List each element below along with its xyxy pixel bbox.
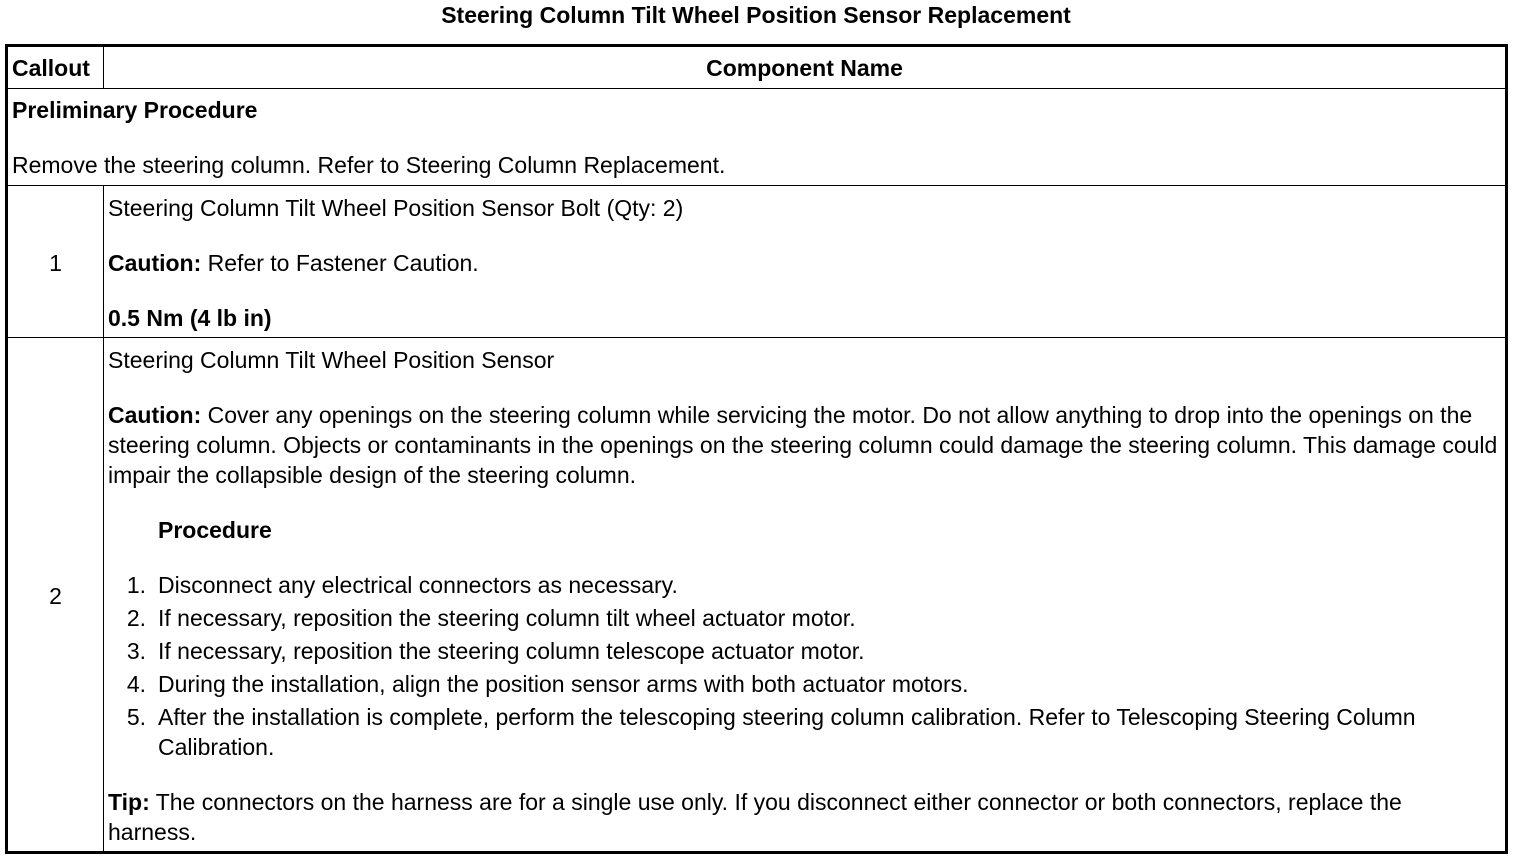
procedure-step [108,702,1443,762]
row2-caution-text: Cover any openings on the steering column while servicing the motor. Do not allow anything to drop into the openings on the steering column. Objects or contaminants in the openings on the steering column could damage the steering column. This damage could impair the collapsible design of the steering column. [108,402,1498,488]
tip-label: Tip: [108,789,150,815]
preliminary-divider [8,185,1505,186]
header-divider [8,88,1505,89]
component-table [5,44,1508,854]
step-text: If necessary, reposition the steering column telescope actuator motor. [158,638,865,664]
row2-tip [108,787,1488,847]
procedure-steps [108,570,1443,765]
step-text: If necessary, reposition the steering column tilt wheel actuator motor. [158,605,856,631]
row1-caution-text: Refer to Fastener Caution. [201,250,479,276]
header-column-divider [103,47,104,88]
row2-caution [108,400,1500,490]
row1-column-divider [103,185,104,337]
step-text: After the installation is complete, perform the telescoping steering column calibration. Refer to Telescoping Steering Column Calibration. [158,704,1416,760]
procedure-list [108,570,1443,762]
header-callout: Callout [12,55,90,81]
row2-column-divider [103,337,104,851]
row1-caution-label: Caution: [108,250,202,276]
procedure-step [108,603,1443,633]
preliminary-text: Remove the steering column. Refer to Steering Column Replacement. [12,152,726,178]
step-number: 5. [126,704,146,730]
document-title: Steering Column Tilt Wheel Position Sensor Replacement [441,2,1071,28]
row1-torque: 0.5 Nm (4 lb in) [108,305,272,331]
row2-caution-label: Caution: [108,402,202,428]
step-number: 1. [126,572,146,598]
row2-callout: 2 [49,583,62,609]
tip-text: The connectors on the harness are for a single use only. If you disconnect either connector or both connectors, replace the harness. [108,789,1402,845]
row1-callout: 1 [49,250,62,276]
step-number: 2. [126,605,146,631]
row1-caution [108,248,1498,278]
row1-divider [8,337,1505,338]
step-text: During the installation, align the position sensor arms with both actuator motors. [158,671,969,697]
procedure-step [108,570,1443,600]
row1-component-name: Steering Column Tilt Wheel Position Sensor Bolt (Qty: 2) [108,195,684,221]
procedure-step [108,636,1443,666]
procedure-step [108,669,1443,699]
preliminary-heading: Preliminary Procedure [12,97,258,123]
procedure-heading: Procedure [158,517,272,543]
step-text: Disconnect any electrical connectors as necessary. [158,572,678,598]
step-number: 4. [126,671,146,697]
step-number: 3. [126,638,146,664]
header-component-name: Component Name [706,55,903,81]
row2-component-name: Steering Column Tilt Wheel Position Sensor [108,347,555,373]
